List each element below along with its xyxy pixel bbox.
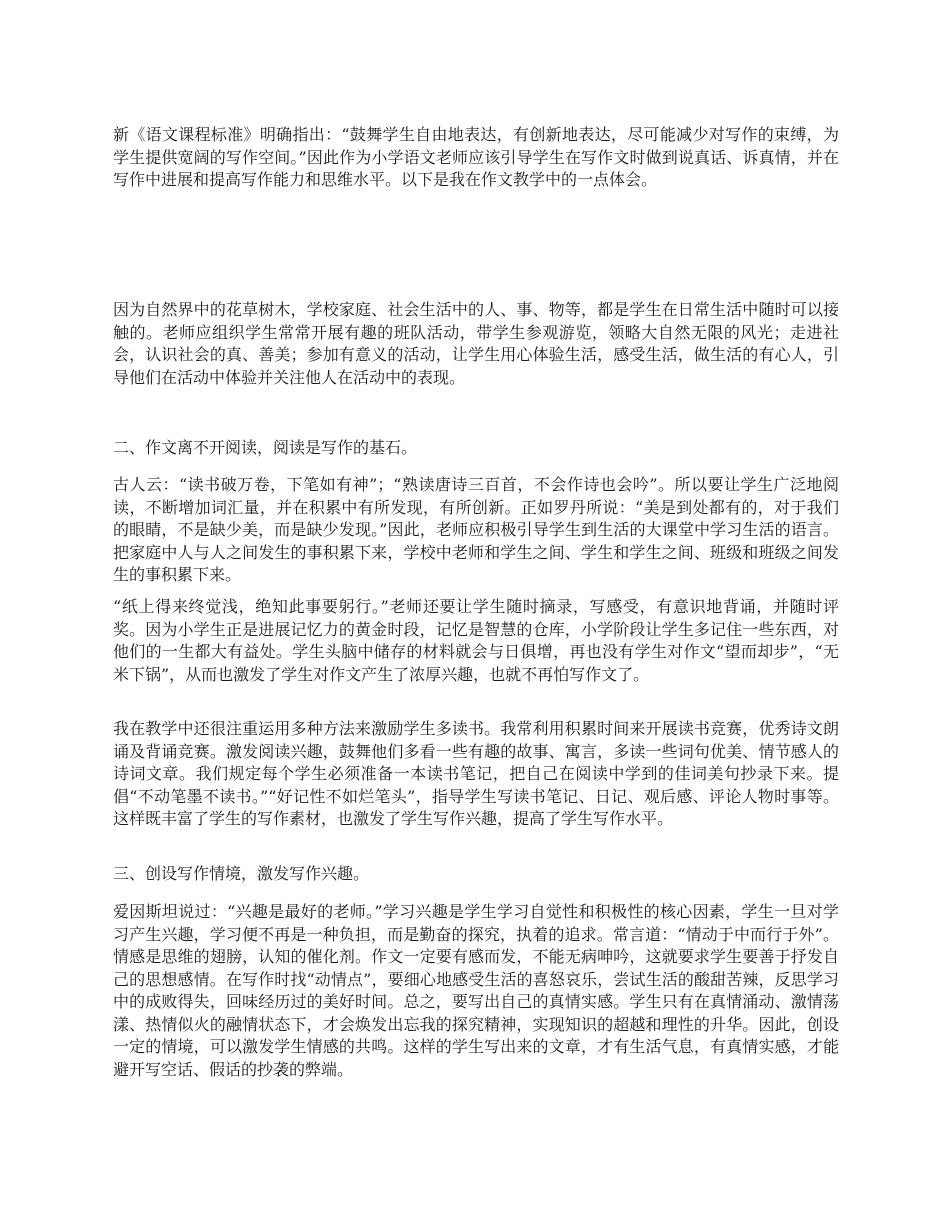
paragraph-methods: 我在教学中还很注重运用多种方法来激励学生多读书。我常利用积累时间来开展读书竞赛，优秀诗文朗诵及背诵竞赛。激发阅读兴趣，鼓舞他们多看一些有趣的故事、寓言，多读一些词句优美、情节感人的诗词文章。我们规定每个学生必须准备一本读书笔记，把自己在阅读中学到的佳词美句抄录下来。提倡“不动笔墨不读书。”“好记性不如烂笔头”，指导学生写读书笔记、日记、观后感、评论人物时事等。这样既丰富了学生的写作素材，也激发了学生写作兴趣，提高了学生写作水平。 bbox=[113, 719, 839, 828]
section-heading-reading: 二、作文离不开阅读，阅读是写作的基石。 bbox=[113, 438, 418, 457]
paragraph-intro: 新《语文课程标准》明确指出：“鼓舞学生自由地表达，有创新地表达，尽可能减少对写作的束缚，为学生提供宽阔的写作空间。”因此作为小学语文老师应该引导学生在写作文时做到说真话、诉真情，并在写作中进展和提高写作能力和思维水平。以下是我在作文教学中的一点体会。 bbox=[113, 125, 839, 189]
paragraph-practice: “纸上得来终觉浅，绝知此事要躬行。”老师还要让学生随时摘录，写感受，有意识地背诵，并随时评奖。因为小学生正是进展记忆力的黄金时段，记忆是智慧的仓库，小学阶段让学生多记住一些东西，对他们的一生都大有益处。学生头脑中储存的材料就会与日俱增，再也没有学生对作文“望而却步”，“无米下锅”，从而也激发了学生对作文产生了浓厚兴趣，也就不再怕写作文了。 bbox=[113, 597, 839, 684]
paragraph-nature: 因为自然界中的花草树木，学校家庭、社会生活中的人、事、物等，都是学生在日常生活中随时可以接触的。老师应组织学生常常开展有趣的班队活动，带学生参观游览，领略大自然无限的风光；走进社会，认识社会的真、善美；参加有意义的活动，让学生用心体验生活，感受生活，做生活的有心人，引导他们在活动中体验并关注他人在活动中的表现。 bbox=[113, 300, 839, 387]
section-heading-situation: 三、创设写作情境，激发写作兴趣。 bbox=[113, 864, 370, 883]
paragraph-ancients: 古人云：“读书破万卷，下笔如有神”；“熟读唐诗三百首，不会作诗也会吟”。所以要让学生广泛地阅读，不断增加词汇量，并在积累中有所发现，有所创新。正如罗丹所说：“美是到处都有的，对于我们的眼睛，不是缺少美，而是缺少发现。”因此，老师应积极引导学生到生活的大课堂中学习生活的语言。把家庭中人与人之间发生的事积累下来，学校中老师和学生之间、学生和学生之间、班级和班级之间发生的事积累下来。 bbox=[113, 475, 839, 584]
paragraph-einstein: 爱因斯坦说过：“兴趣是最好的老师。”学习兴趣是学生学习自觉性和积极性的核心因素，学生一旦对学习产生兴趣，学习便不再是一种负担，而是勤奋的探究，执着的追求。常言道：“情动于中而行于外”。情感是思维的翅膀，认知的催化剂。作文一定要有感而发，不能无病呻吟，这就要求学生要善于抒发自己的思想感情。在写作时找“动情点”，要细心地感受生活的喜怒哀乐，尝试生活的酸甜苦辣，反思学习中的成败得失，回味经历过的美好时间。总之，要写出自己的真情实感。学生只有在真情涌动、激情荡漾、热情似火的融情状态下，才会焕发出忘我的探究精神，实现知识的超越和理性的升华。因此，创设一定的情境，可以激发学生情感的共鸣。这样的学生写出来的文章，才有生活气息，有真情实感，才能避开写空话、假话的抄袭的弊端。 bbox=[113, 902, 839, 1079]
